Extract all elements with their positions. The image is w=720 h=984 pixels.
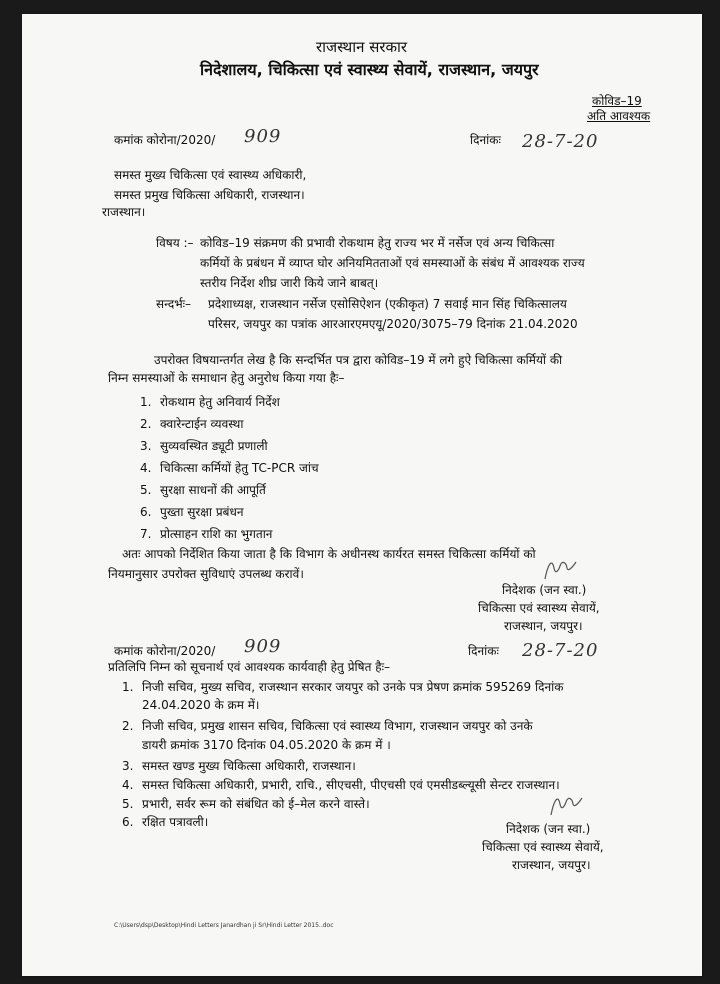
subject-line: स्तरीय निर्देश शीघ्र जारी किये जाने बाबत्।	[200, 276, 379, 290]
list-item: 1. रोकथाम हेतु अनिवार्य निर्देश	[140, 395, 280, 409]
date-handwritten: 28-7-20	[522, 640, 599, 661]
signature-dept: चिकित्सा एवं स्वास्थ्य सेवायें,	[482, 840, 604, 854]
signature-dept: चिकित्सा एवं स्वास्थ्य सेवायें,	[478, 601, 600, 615]
date-label: दिनांकः	[468, 644, 499, 658]
subject-label: विषय :–	[156, 236, 194, 250]
list-item: 4. चिकित्सा कर्मियों हेतु TC-PCR जांच	[140, 461, 319, 475]
list-item: 2. क्वारेन्टाईन व्यवस्था	[140, 417, 244, 431]
date-label: दिनांकः	[470, 133, 501, 147]
tag-covid: कोविड–19	[592, 94, 642, 108]
signature-mark-2	[546, 790, 586, 820]
header-government: राजस्थान सरकार	[316, 38, 408, 56]
addressee-line: समस्त प्रमुख चिकित्सा अधिकारी, राजस्थान।	[114, 188, 305, 202]
subject-line: कोविड–19 संक्रमण की प्रभावी रोकथाम हेतु राज्य भर में नर्सेज एवं अन्य चिकित्सा	[200, 236, 555, 250]
list-item: 5. सुरक्षा साधनों की आपूर्ति	[140, 483, 266, 497]
file-path-footer: C:\Users\dsp\Desktop\Hindi Letters Janardhan ji Sr\Hindi Letter 2015..doc	[114, 922, 334, 929]
addressee-line: समस्त मुख्य चिकित्सा एवं स्वास्थ्य अधिकारी,	[114, 168, 307, 182]
signature-title: निदेशक (जन स्वा.)	[502, 583, 587, 597]
copy-intro: प्रतिलिपि निम्न को सूचनार्थ एवं आवश्यक कार्यवाही हेतु प्रेषित हैः–	[108, 660, 391, 674]
signature-mark-1	[540, 554, 580, 584]
ref-number-label: कमांक कोरोना/2020/	[114, 644, 216, 658]
list-item: 7. प्रोत्साहन राशि का भुगतान	[140, 527, 273, 541]
list-item-continuation: डायरी क्रमांक 3170 दिनांक 04.05.2020 के क्रम में ।	[142, 738, 391, 752]
list-item: 3. सुव्यवस्थित ड्यूटी प्रणाली	[140, 439, 268, 453]
body-paragraph: निम्न समस्याओं के समाधान हेतु अनुरोध किया गया हैः–	[108, 371, 345, 385]
addressee-line: राजस्थान।	[102, 205, 146, 219]
ref-number-handwritten: 909	[244, 126, 282, 147]
body-paragraph: नियमानुसार उपरोक्त सुविधाएं उपलब्ध करावें।	[108, 567, 304, 581]
list-item: 1. निजी सचिव, मुख्य सचिव, राजस्थान सरकार जयपुर को उनके पत्र प्रेषण क्रमांक 595269 दिनांक	[122, 680, 564, 694]
signature-title: निदेशक (जन स्वा.)	[506, 822, 591, 836]
list-item: 4. समस्त चिकित्सा अधिकारी, प्रभारी, राचि., सीएचसी, पीएचसी एवं एमसीडब्ल्यूसी सेन्टर राजस्थान।	[122, 778, 560, 792]
reference-line: परिसर, जयपुर का पत्रांक आरआरएमएयू/2020/3075–79 दिनांक 21.04.2020	[208, 317, 578, 331]
header-directorate: निदेशालय, चिकित्सा एवं स्वास्थ्य सेवायें, राजस्थान, जयपुर	[200, 60, 539, 79]
reference-label: सन्दर्भः–	[156, 297, 192, 311]
list-item: 6. पुख्ता सुरक्षा प्रबंधन	[140, 505, 244, 519]
subject-line: कर्मियों के प्रबंधन में व्याप्त घोर अनियमितताओं एवं समस्याओं के संबंध में आवश्यक राज्य	[200, 256, 585, 270]
document-page	[22, 14, 702, 976]
list-item: 6. रक्षित पत्रावली।	[122, 815, 209, 829]
ref-number-handwritten: 909	[244, 636, 282, 657]
body-paragraph: उपरोक्त विषयान्तर्गत लेख है कि सन्दर्भित पत्र द्वारा कोविड–19 में लगे हुऐ चिकित्सा कर्मियों की	[154, 353, 563, 367]
signature-place: राजस्थान, जयपुर।	[504, 619, 583, 633]
ref-number-label: कमांक कोरोना/2020/	[114, 133, 216, 147]
reference-line: प्रदेशाध्यक्ष, राजस्थान नर्सेज एसोसिऐशन (एकीकृत) 7 सवाई मान सिंह चिकित्सालय	[208, 297, 567, 311]
list-item: 2. निजी सचिव, प्रमुख शासन सचिव, चिकित्सा एवं स्वास्थ्य विभाग, राजस्थान जयपुर को उनके	[122, 719, 533, 733]
tag-urgent: अति आवश्यक	[587, 109, 651, 123]
date-handwritten: 28-7-20	[522, 131, 599, 152]
list-item-continuation: 24.04.2020 के क्रम में।	[142, 698, 260, 712]
list-item: 3. समस्त खण्ड मुख्य चिकित्सा अधिकारी, राजस्थान।	[122, 759, 356, 773]
body-paragraph: अतः आपको निर्देशित किया जाता है कि विभाग के अधीनस्थ कार्यरत समस्त चिकित्सा कर्मियों को	[122, 547, 536, 561]
list-item: 5. प्रभारी, सर्वर रूम को संबंधित को ई–मेल करने वास्ते।	[122, 797, 370, 811]
signature-place: राजस्थान, जयपुर।	[512, 858, 591, 872]
